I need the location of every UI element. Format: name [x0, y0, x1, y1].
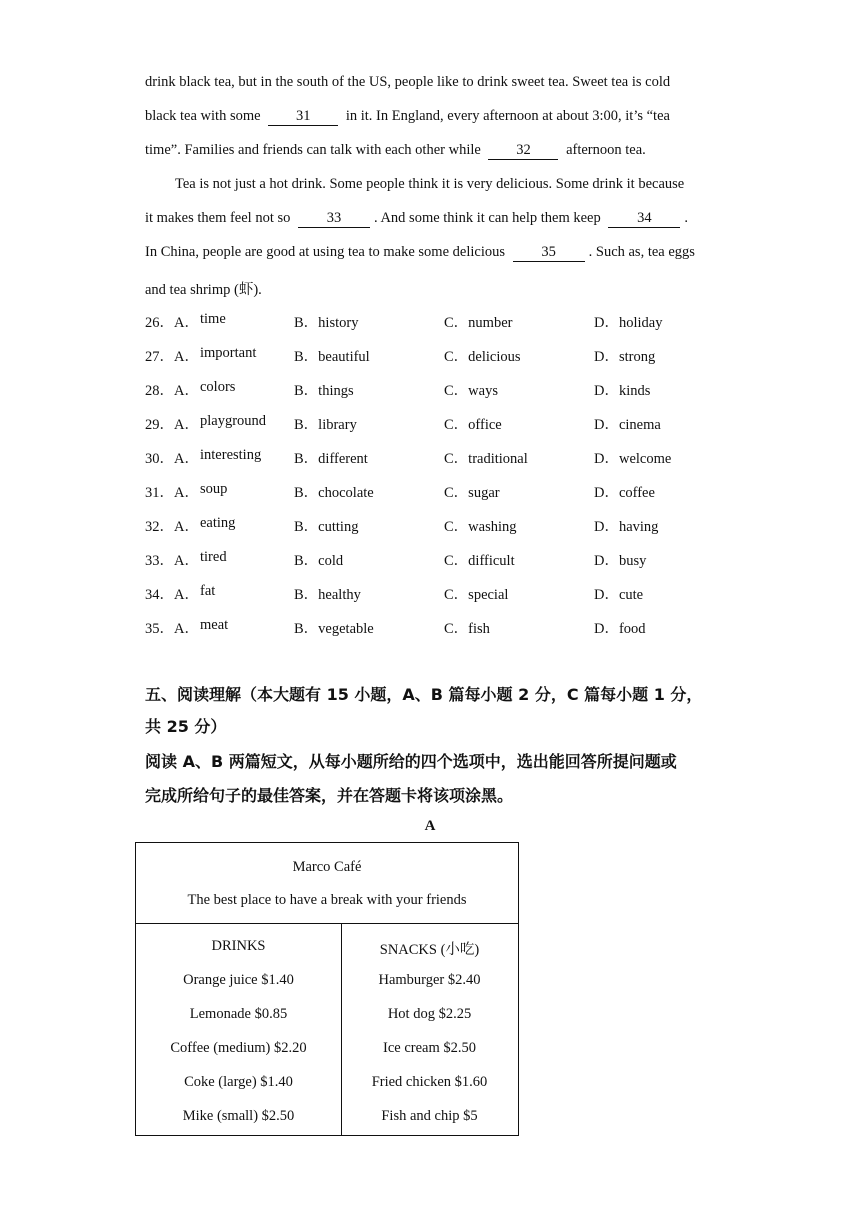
passage-text: In China, people are good at using tea to make some delicious [145, 244, 505, 260]
option-a: meat [200, 617, 229, 633]
option-c: C．sugar [444, 485, 500, 501]
option-a: eating [200, 515, 236, 531]
option-b: B．different [294, 451, 368, 467]
passage-text: . [684, 210, 688, 226]
option-a: time [200, 311, 226, 327]
passage-line [145, 210, 688, 228]
blank-32: 32 [488, 143, 558, 160]
question-number: 29．A． [145, 417, 199, 433]
question-number: 30．A． [145, 451, 199, 467]
question-number: 26．A． [145, 315, 199, 331]
snacks-header: SNACKS (小吃) [379, 942, 480, 958]
menu-item: Lemonade $0.85 [189, 1006, 288, 1022]
question-number: 32．A． [145, 519, 199, 535]
option-a: interesting [200, 447, 262, 463]
menu-item: Orange juice $1.40 [183, 972, 294, 988]
menu-item: Ice cream $2.50 [383, 1040, 476, 1056]
passage-text: . Such as, tea eggs [588, 244, 695, 260]
menu-item: Fried chicken $1.60 [371, 1074, 488, 1090]
option-a: important [200, 345, 257, 361]
option-b: B．chocolate [294, 485, 374, 501]
passage-line [145, 244, 695, 262]
drinks-header: DRINKS [211, 938, 266, 954]
menu-item: Fish and chip $5 [381, 1108, 478, 1124]
option-c: C．traditional [444, 451, 528, 467]
option-c: C．ways [444, 383, 498, 399]
passage-text: time”. Families and friends can talk with each other while [145, 142, 481, 158]
menu-item: Coffee (medium) $2.20 [170, 1040, 307, 1056]
option-c: C．number [444, 315, 513, 331]
section-heading: 五、阅读理解（本大题有 15 小题，A、B 篇每小题 2 分，C 篇每小题 1 分， [145, 685, 703, 704]
option-c: C．special [444, 587, 509, 603]
option-b: B．cutting [294, 519, 359, 535]
blank-33: 33 [298, 211, 370, 228]
option-c: C．difficult [444, 553, 515, 569]
option-d: D．welcome [594, 451, 672, 467]
option-c: C．washing [444, 519, 517, 535]
passage-label: A [424, 818, 436, 834]
option-b: B．beautiful [294, 349, 370, 365]
cafe-slogan: The best place to have a break with your friends [187, 892, 467, 908]
blank-35: 35 [513, 245, 585, 262]
question-number: 31．A． [145, 485, 199, 501]
passage-text: in it. In England, every afternoon at about 3:00, it’s “tea [345, 108, 670, 124]
section-instructions: 阅读 A、B 两篇短文，从每小题所给的四个选项中，选出能回答所提问题或 [145, 752, 677, 771]
section-heading: 共 25 分） [145, 717, 227, 736]
menu-item: Mike (small) $2.50 [182, 1108, 295, 1124]
option-b: B．things [294, 383, 354, 399]
option-d: D．having [594, 519, 659, 535]
menu-item: Hamburger $2.40 [378, 972, 481, 988]
passage-text: it makes them feel not so [145, 210, 291, 226]
option-c: C．office [444, 417, 502, 433]
option-c: C．delicious [444, 349, 521, 365]
question-number: 35．A． [145, 621, 199, 637]
option-b: B．library [294, 417, 357, 433]
option-d: D．food [594, 621, 646, 637]
option-a: playground [200, 413, 267, 429]
option-a: soup [200, 481, 228, 497]
blank-34: 34 [608, 211, 680, 228]
option-a: colors [200, 379, 236, 395]
option-d: D．busy [594, 553, 647, 569]
cafe-name: Marco Café [292, 859, 362, 875]
option-d: D．cute [594, 587, 644, 603]
passage-line: drink black tea, but in the south of the US, people like to drink sweet tea. Sweet tea is cold [145, 74, 671, 90]
option-c: C．fish [444, 621, 490, 637]
passage-line: and tea shrimp (虾). [145, 282, 262, 298]
option-b: B．cold [294, 553, 344, 569]
option-b: B．history [294, 315, 359, 331]
option-b: B．vegetable [294, 621, 374, 637]
passage-text: black tea with some [145, 108, 261, 124]
section-instructions: 完成所给句子的最佳答案，并在答题卡将该项涂黑。 [145, 786, 514, 805]
menu-item: Hot dog $2.25 [387, 1006, 472, 1022]
question-number: 28．A． [145, 383, 199, 399]
menu-header [136, 843, 518, 924]
menu-item: Coke (large) $1.40 [184, 1074, 293, 1090]
question-number: 34．A． [145, 587, 199, 603]
passage-line [145, 108, 670, 126]
option-d: D．coffee [594, 485, 655, 501]
passage-line [145, 142, 646, 160]
menu-table [135, 842, 519, 1136]
question-number: 33．A． [145, 553, 199, 569]
option-d: D．holiday [594, 315, 663, 331]
blank-31: 31 [268, 109, 338, 126]
passage-text: afternoon tea. [566, 142, 646, 158]
snacks-column [341, 923, 518, 1135]
option-b: B．healthy [294, 587, 361, 603]
option-a: tired [200, 549, 227, 565]
option-a: fat [200, 583, 216, 599]
option-d: D．kinds [594, 383, 651, 399]
passage-line: Tea is not just a hot drink. Some people think it is very delicious. Some drink it because [175, 176, 685, 192]
option-d: D．cinema [594, 417, 661, 433]
option-d: D．strong [594, 349, 656, 365]
drinks-column [136, 923, 342, 1135]
question-number: 27．A． [145, 349, 199, 365]
passage-text: . And some think it can help them keep [374, 210, 601, 226]
